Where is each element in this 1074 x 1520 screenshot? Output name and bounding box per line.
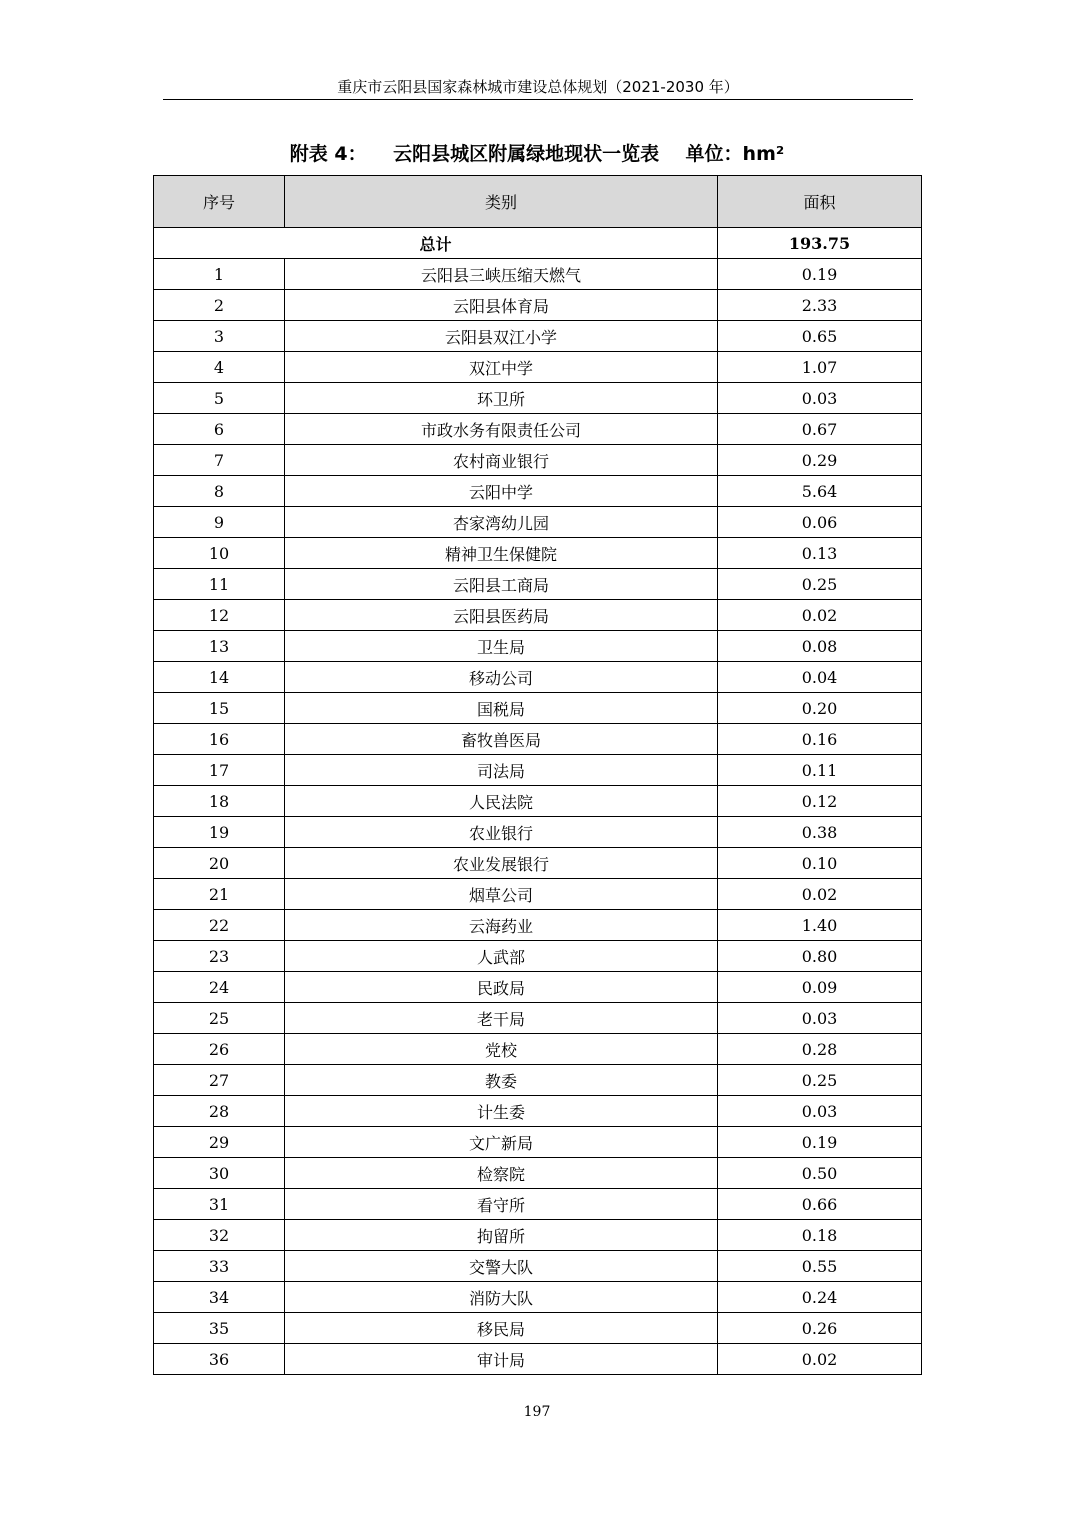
column-header-category: 类别: [285, 176, 718, 228]
row-area-cell: 0.08: [718, 631, 922, 662]
row-no-cell: 35: [154, 1313, 285, 1344]
row-area-cell: 1.40: [718, 910, 922, 941]
row-no-cell: 18: [154, 786, 285, 817]
row-no-cell: 15: [154, 693, 285, 724]
row-area-cell: 0.12: [718, 786, 922, 817]
table-header-row: [154, 176, 922, 228]
row-category-cell: 云阳县工商局: [285, 569, 718, 600]
row-area-cell: 0.18: [718, 1220, 922, 1251]
row-category-cell: 畜牧兽医局: [285, 724, 718, 755]
row-area-cell: 0.19: [718, 1127, 922, 1158]
table-row: [154, 321, 922, 352]
row-no-cell: 16: [154, 724, 285, 755]
row-area-cell: 0.29: [718, 445, 922, 476]
row-area-cell: 0.04: [718, 662, 922, 693]
row-area-cell: 5.64: [718, 476, 922, 507]
row-area-cell: 0.67: [718, 414, 922, 445]
row-no-cell: 11: [154, 569, 285, 600]
row-no-cell: 14: [154, 662, 285, 693]
table-row: [154, 259, 922, 290]
row-area-cell: 0.20: [718, 693, 922, 724]
row-no-cell: 26: [154, 1034, 285, 1065]
row-area-cell: 0.28: [718, 1034, 922, 1065]
table-row: [154, 941, 922, 972]
row-category-cell: 市政水务有限责任公司: [285, 414, 718, 445]
table-row: [154, 848, 922, 879]
row-area-cell: 0.55: [718, 1251, 922, 1282]
row-category-cell: 看守所: [285, 1189, 718, 1220]
row-area-cell: 0.80: [718, 941, 922, 972]
row-no-cell: 12: [154, 600, 285, 631]
running-header: 重庆市云阳县国家森林城市建设总体规划（2021-2030 年）: [337, 78, 739, 96]
row-no-cell: 20: [154, 848, 285, 879]
row-category-cell: 检察院: [285, 1158, 718, 1189]
page-number: 197: [523, 1404, 551, 1420]
table-row: [154, 1220, 922, 1251]
row-no-cell: 17: [154, 755, 285, 786]
total-label: 总计: [154, 228, 718, 259]
total-row: [154, 228, 922, 259]
row-no-cell: 22: [154, 910, 285, 941]
table-row: [154, 724, 922, 755]
row-area-cell: 0.38: [718, 817, 922, 848]
table-row: [154, 352, 922, 383]
table-row: [154, 538, 922, 569]
row-area-cell: 0.19: [718, 259, 922, 290]
row-no-cell: 5: [154, 383, 285, 414]
row-area-cell: 2.33: [718, 290, 922, 321]
row-area-cell: 0.06: [718, 507, 922, 538]
table-row: [154, 693, 922, 724]
row-category-cell: 移民局: [285, 1313, 718, 1344]
row-no-cell: 27: [154, 1065, 285, 1096]
row-category-cell: 消防大队: [285, 1282, 718, 1313]
row-area-cell: 0.02: [718, 879, 922, 910]
row-category-cell: 烟草公司: [285, 879, 718, 910]
table-row: [154, 786, 922, 817]
row-area-cell: 0.25: [718, 1065, 922, 1096]
row-area-cell: 0.09: [718, 972, 922, 1003]
row-no-cell: 7: [154, 445, 285, 476]
table-row: [154, 1003, 922, 1034]
row-category-cell: 精神卫生保健院: [285, 538, 718, 569]
row-no-cell: 29: [154, 1127, 285, 1158]
table-row: [154, 972, 922, 1003]
row-no-cell: 24: [154, 972, 285, 1003]
row-category-cell: 文广新局: [285, 1127, 718, 1158]
table-row: [154, 1344, 922, 1375]
row-no-cell: 36: [154, 1344, 285, 1375]
row-category-cell: 民政局: [285, 972, 718, 1003]
row-area-cell: 0.10: [718, 848, 922, 879]
table-row: [154, 817, 922, 848]
table-row: [154, 879, 922, 910]
row-no-cell: 2: [154, 290, 285, 321]
table-row: [154, 290, 922, 321]
row-category-cell: 云阳中学: [285, 476, 718, 507]
table-row: [154, 414, 922, 445]
row-category-cell: 老干局: [285, 1003, 718, 1034]
row-category-cell: 云阳县三峡压缩天燃气: [285, 259, 718, 290]
table-row: [154, 1251, 922, 1282]
row-category-cell: 交警大队: [285, 1251, 718, 1282]
row-category-cell: 教委: [285, 1065, 718, 1096]
green-space-table: [153, 175, 922, 1375]
row-no-cell: 33: [154, 1251, 285, 1282]
table-row: [154, 445, 922, 476]
row-no-cell: 34: [154, 1282, 285, 1313]
row-no-cell: 6: [154, 414, 285, 445]
row-no-cell: 3: [154, 321, 285, 352]
row-category-cell: 国税局: [285, 693, 718, 724]
row-category-cell: 人武部: [285, 941, 718, 972]
row-category-cell: 审计局: [285, 1344, 718, 1375]
row-category-cell: 杏家湾幼儿园: [285, 507, 718, 538]
table-row: [154, 1034, 922, 1065]
row-category-cell: 人民法院: [285, 786, 718, 817]
row-area-cell: 0.50: [718, 1158, 922, 1189]
table-row: [154, 569, 922, 600]
row-no-cell: 21: [154, 879, 285, 910]
row-area-cell: 0.03: [718, 1003, 922, 1034]
column-header-area: 面积: [718, 176, 922, 228]
table-row: [154, 476, 922, 507]
table-row: [154, 1096, 922, 1127]
row-no-cell: 4: [154, 352, 285, 383]
row-category-cell: 党校: [285, 1034, 718, 1065]
row-no-cell: 25: [154, 1003, 285, 1034]
table-row: [154, 1189, 922, 1220]
row-category-cell: 司法局: [285, 755, 718, 786]
table-row: [154, 1127, 922, 1158]
table-row: [154, 1282, 922, 1313]
row-area-cell: 0.24: [718, 1282, 922, 1313]
row-no-cell: 9: [154, 507, 285, 538]
row-category-cell: 拘留所: [285, 1220, 718, 1251]
row-no-cell: 13: [154, 631, 285, 662]
row-area-cell: 0.25: [718, 569, 922, 600]
row-area-cell: 0.13: [718, 538, 922, 569]
table-row: [154, 1313, 922, 1344]
row-category-cell: 环卫所: [285, 383, 718, 414]
row-category-cell: 移动公司: [285, 662, 718, 693]
row-area-cell: 0.16: [718, 724, 922, 755]
table-row: [154, 1158, 922, 1189]
row-no-cell: 19: [154, 817, 285, 848]
row-area-cell: 0.03: [718, 383, 922, 414]
row-category-cell: 云阳县医药局: [285, 600, 718, 631]
row-no-cell: 30: [154, 1158, 285, 1189]
row-no-cell: 8: [154, 476, 285, 507]
row-no-cell: 1: [154, 259, 285, 290]
row-category-cell: 云阳县双江小学: [285, 321, 718, 352]
table-row: [154, 631, 922, 662]
row-no-cell: 31: [154, 1189, 285, 1220]
row-area-cell: 0.02: [718, 600, 922, 631]
row-area-cell: 0.02: [718, 1344, 922, 1375]
row-area-cell: 0.26: [718, 1313, 922, 1344]
row-category-cell: 云海药业: [285, 910, 718, 941]
row-area-cell: 0.03: [718, 1096, 922, 1127]
row-area-cell: 1.07: [718, 352, 922, 383]
row-category-cell: 云阳县体育局: [285, 290, 718, 321]
row-category-cell: 卫生局: [285, 631, 718, 662]
table-row: [154, 662, 922, 693]
header-rule: [163, 99, 913, 100]
row-no-cell: 28: [154, 1096, 285, 1127]
table-row: [154, 507, 922, 538]
row-category-cell: 计生委: [285, 1096, 718, 1127]
row-area-cell: 0.66: [718, 1189, 922, 1220]
row-category-cell: 双江中学: [285, 352, 718, 383]
table-row: [154, 910, 922, 941]
row-category-cell: 农村商业银行: [285, 445, 718, 476]
row-no-cell: 32: [154, 1220, 285, 1251]
row-area-cell: 0.65: [718, 321, 922, 352]
table-row: [154, 1065, 922, 1096]
table-row: [154, 383, 922, 414]
total-value: 193.75: [718, 228, 922, 259]
table-row: [154, 600, 922, 631]
column-header-no: 序号: [154, 176, 285, 228]
table-row: [154, 755, 922, 786]
table-title: 附表 4： 云阳县城区附属绿地现状一览表 单位：hm²: [289, 143, 785, 165]
row-category-cell: 农业发展银行: [285, 848, 718, 879]
row-area-cell: 0.11: [718, 755, 922, 786]
row-no-cell: 10: [154, 538, 285, 569]
row-no-cell: 23: [154, 941, 285, 972]
row-category-cell: 农业银行: [285, 817, 718, 848]
